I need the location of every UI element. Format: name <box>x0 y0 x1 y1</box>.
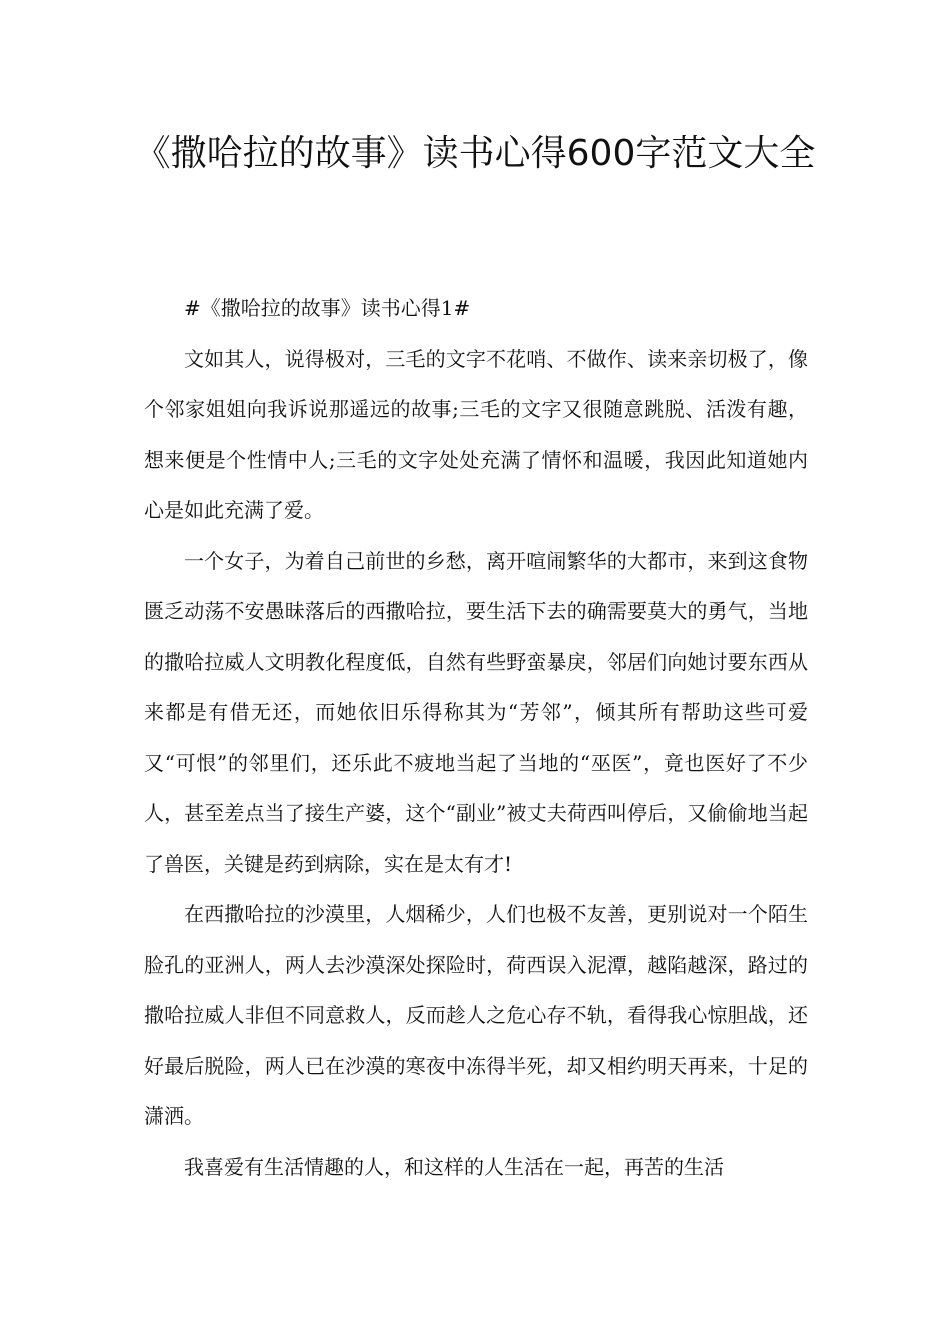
paragraph: 我喜爱有生活情趣的人，和这样的人生活在一起，再苦的生活 <box>184 1154 724 1179</box>
section-heading: #《撒哈拉的故事》读书心得1# <box>184 296 471 320</box>
document-title: 《撒哈拉的故事》读书心得600字范文大全 <box>134 133 816 174</box>
paragraph: 在西撒哈拉的沙漠里，人烟稀少，人们也极不友善，更别说对一个陌生脸孔的亚洲人，两人去沙漠深处探险时，荷西误入泥潭，越陷越深，路过的撒哈拉威人非但不同意救人，反而趁人之危心存不轨，看得我心惊胆战，还好最后脱险，两人已在沙漠的寒夜中冻得半死，却又相约明天再来，十足的潇洒。 <box>144 902 808 1128</box>
paragraph: 一个女子，为着自己前世的乡愁，离开喧闹繁华的大都市，来到这食物匮乏动荡不安愚昧落后的西撒哈拉，要生活下去的确需要莫大的勇气，当地的撒哈拉威人文明教化程度低，自然有些野蛮暴戾，邻居们向她讨要东西从来都是有借无还，而她依旧乐得称其为“芳邻”，倾其所有帮助这些可爱又“可恨”的邻里们，还乐此不疲地当起了当地的“巫医”，竟也医好了不少人，甚至差点当了接生产婆，这个“副业”被丈夫荷西叫停后，又偷偷地当起了兽医，关键是药到病除，实在是太有才! <box>144 548 808 876</box>
document-body <box>144 283 808 1192</box>
paragraph: 文如其人，说得极对，三毛的文字不花哨、不做作、读来亲切极了，像个邻家姐姐向我诉说那遥远的故事;三毛的文字又很随意跳脱、活泼有趣，想来便是个性情中人;三毛的文字处处充满了情怀和温暖，我因此知道她内心是如此充满了爱。 <box>144 346 808 522</box>
